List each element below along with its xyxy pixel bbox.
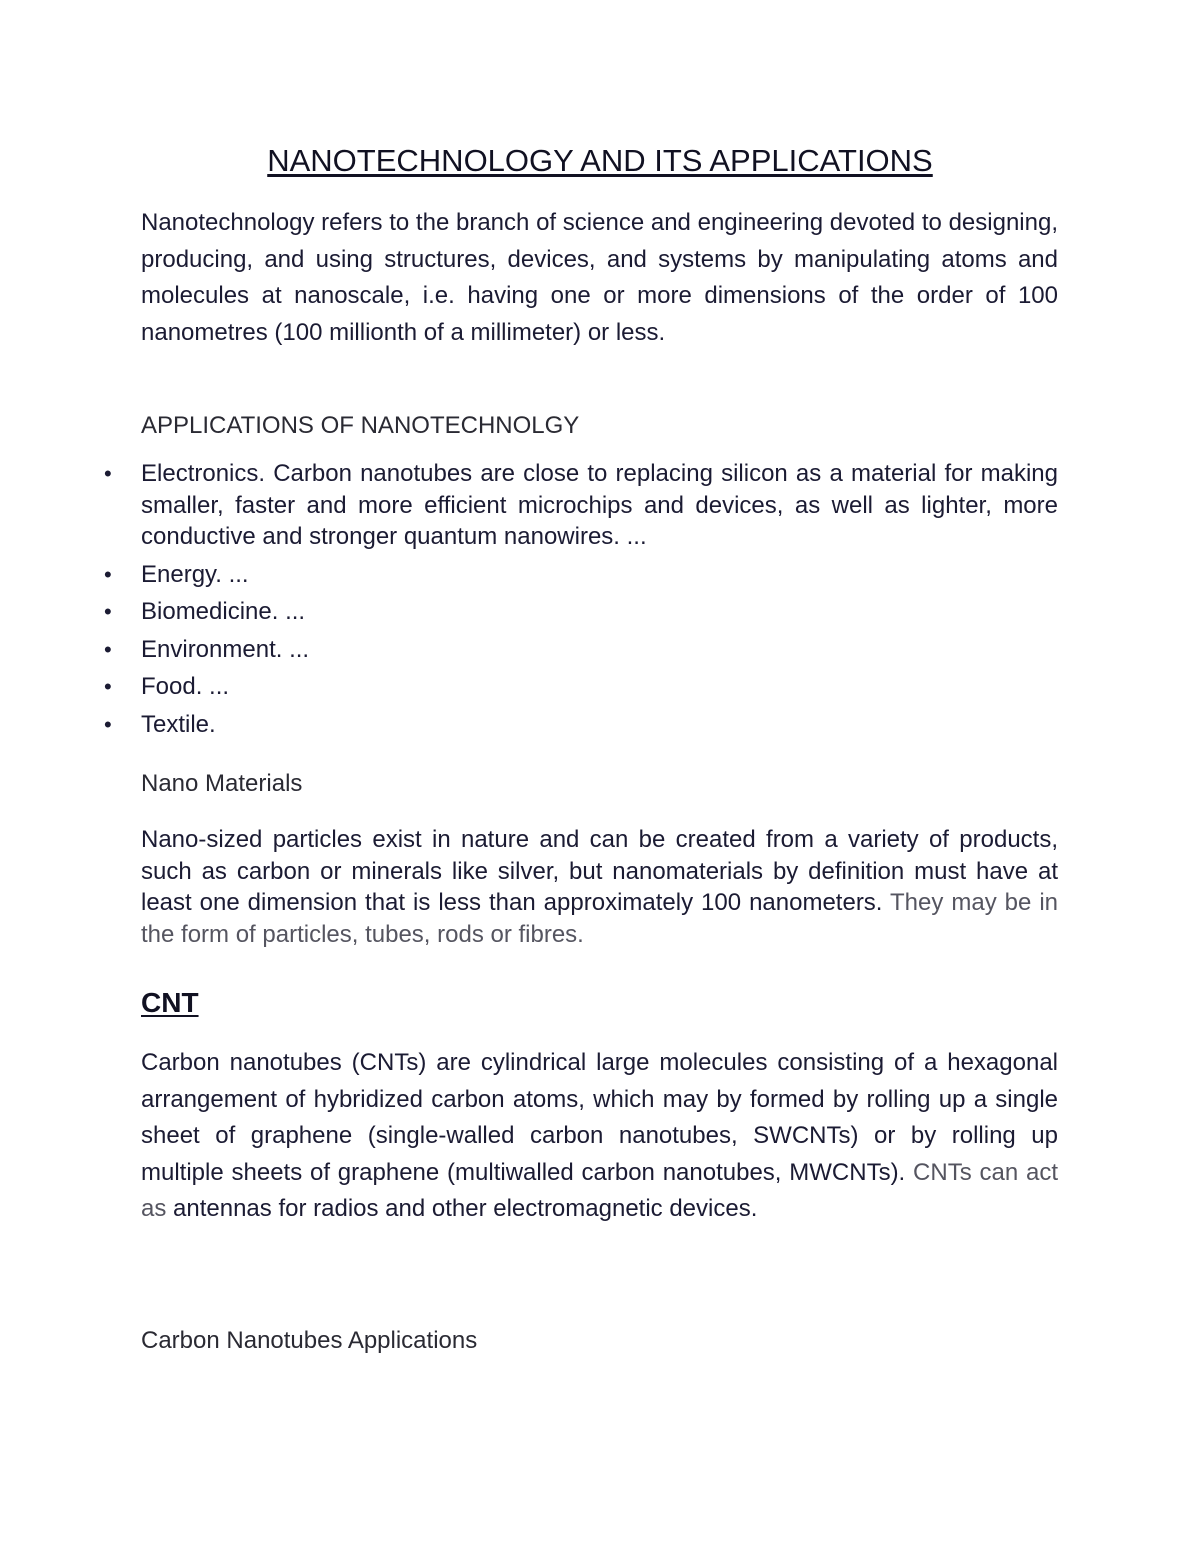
list-item <box>0 559 1058 591</box>
document-title: NANOTECHNOLOGY AND ITS APPLICATIONS <box>267 143 933 178</box>
list-item-text: Energy. ... <box>141 560 249 588</box>
list-item <box>0 596 1058 628</box>
list-item-text: Food. ... <box>141 673 230 700</box>
bullet-icon: • <box>104 461 112 486</box>
list-item <box>0 458 1058 553</box>
cnt-paragraph <box>141 1045 1058 1228</box>
nano-materials-text: Nano-sized particles exist in nature and can be created from a variety of products, such as carbon or minerals like silver, but nanomaterials by definition must have at least one dimension that is less than approximately 100 nanometers. <box>141 826 1058 916</box>
cnt-applications-heading: Carbon Nanotubes Applications <box>141 1327 478 1354</box>
nano-materials-heading: Nano Materials <box>141 770 303 797</box>
bullet-icon: • <box>104 674 112 699</box>
cnt-heading: CNT <box>141 987 199 1018</box>
cnt-text: Carbon nanotubes (CNTs) are cylindrical large molecules consisting of a hexagonal arrangement of hybridized carbon atoms, which may by formed by rolling up a single sheet of graphene (single-walled carbon nanotubes, SWCNTs) or by rolling up multiple sheets of graphene (multiwalled carbon nanotubes, MWCNTs). <box>141 1049 1058 1186</box>
bullet-icon: • <box>104 599 112 624</box>
bullet-icon: • <box>104 561 112 587</box>
bullet-icon: • <box>104 636 112 662</box>
list-item-text: Electronics. Carbon nanotubes are close to replacing silicon as a material for making smaller, faster and more efficient microchips and devices, as well as lighter, more conductive and stronger quantum nanowires. ... <box>141 460 1058 550</box>
bullet-icon: • <box>104 711 112 737</box>
intro-paragraph: Nanotechnology refers to the branch of science and engineering devoted to designing, producing, and using structures, devices, and systems by manipulating atoms and molecules at nanoscale, i.e. having one or more dimensions of the order of 100 nanometres (100 millionth of a millimeter) or less. <box>141 209 1058 346</box>
list-item <box>0 709 1058 741</box>
nano-materials-paragraph <box>141 824 1058 950</box>
list-item <box>0 671 1058 703</box>
list-item-text: Textile. <box>141 710 216 738</box>
applications-list <box>0 458 1200 746</box>
list-item-text: Biomedicine. ... <box>141 598 306 625</box>
applications-heading: APPLICATIONS OF NANOTECHNOLGY <box>141 412 580 439</box>
list-item <box>0 634 1058 666</box>
cnt-text-end: antennas for radios and other electromagnetic devices. <box>166 1195 758 1222</box>
nano-materials-text-muted: They may be in the form of particles, tubes, rods or fibres. <box>141 889 1059 948</box>
cnt-text-muted: CNTs can act as <box>141 1158 1058 1222</box>
list-item-text: Environment. ... <box>141 635 310 663</box>
